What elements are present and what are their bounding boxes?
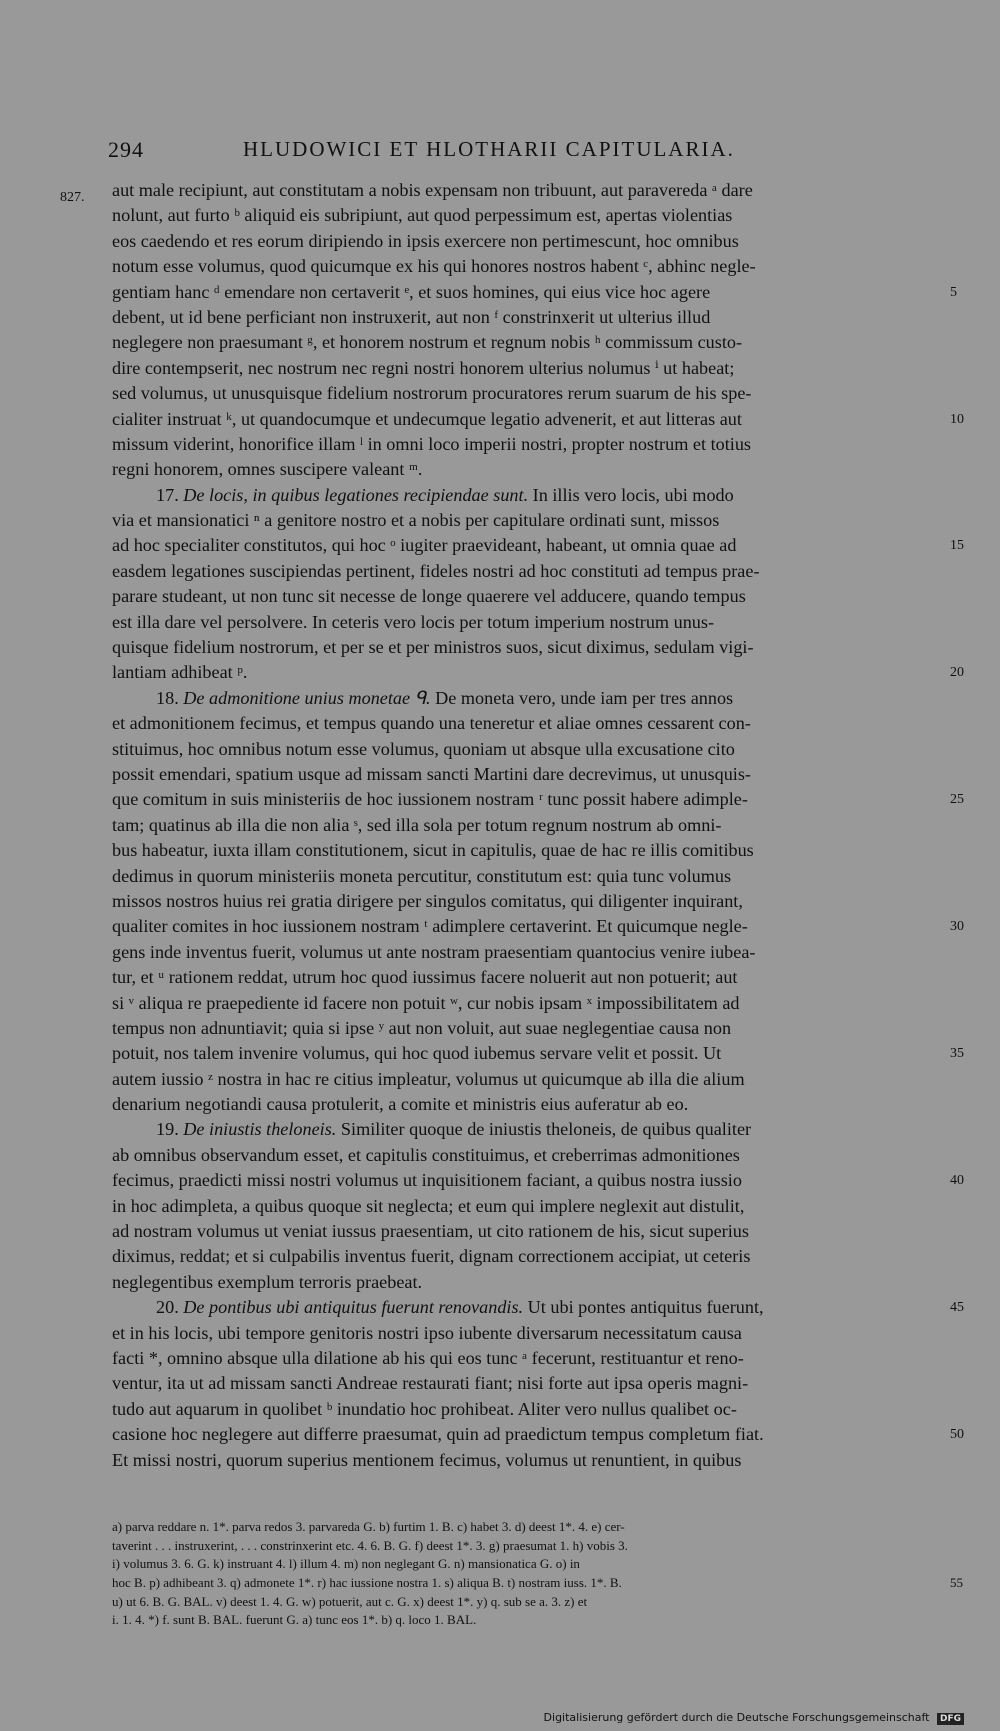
- text-line: [112, 610, 938, 635]
- line-text: debent, ut id bene perficiant non instruxerit, aut non ᶠ constrinxerit ut ulterius illud: [112, 306, 711, 327]
- line-text: gens inde inventus fuerit, volumus ut ante nostram praesentiam quantocius venire iubea-: [112, 941, 756, 962]
- line-text: tam; quatinus ab illa die non alia ˢ, sed illa sola per totum regnum nostrum ab omni-: [112, 814, 722, 835]
- line-text: diximus, reddat; et si culpabilis inventus fuerit, dignam correctionem accipiat, ut ceteris: [112, 1246, 751, 1267]
- line-text: tur, et ᵘ rationem reddat, utrum hoc quod iussimus facere noluerit aut non potuerit; aut: [112, 967, 738, 988]
- text-line: [112, 559, 938, 584]
- line-text: qualiter comites in hoc iussionem nostram ᵗ adimplere certaverint. Et quicumque negle-: [112, 916, 748, 937]
- footnote-line: [112, 1537, 938, 1556]
- line-text: neglegere non praesumant ᵍ, et honorem nostrum et regnum nobis ʰ commissum custo-: [112, 332, 743, 353]
- footnote-text: hoc B. p) adhibeant 3. q) admonete 1*. r) hac iussione nostra 1. s) aliqua B. t) nostram iuss. 1*. B.: [112, 1575, 622, 1591]
- line-text: nolunt, aut furto ᵇ aliquid eis subripiunt, aut quod perpessimum est, apertas violentias: [112, 205, 733, 226]
- footnote-line: [112, 1555, 938, 1574]
- line-text: si ᵛ aliqua re praepediente id facere non potuit ʷ, cur nobis ipsam ˣ impossibilitatem ad: [112, 992, 740, 1013]
- text-line: [112, 1168, 964, 1193]
- line-number: 20: [950, 665, 964, 681]
- line-text: autem iussio ᶻ nostra in hac re citius impleatur, volumus ut quicumque ab illa die alium: [112, 1068, 745, 1089]
- text-line: [112, 787, 964, 812]
- line-text: 18. De admonitione unius monetae ᑫ. De moneta vero, unde iam per tres annos: [156, 687, 734, 708]
- line-text: 17. De locis, in quibus legationes recipiendae sunt. In illis vero locis, ubi modo: [156, 484, 734, 505]
- text-line: [112, 1194, 938, 1219]
- footnote-line: [112, 1593, 938, 1612]
- line-text: que comitum in suis ministeriis de hoc iussionem nostram ʳ tunc possit habere adimple-: [112, 789, 748, 810]
- text-line: [112, 178, 938, 203]
- line-text: parare studeant, ut non tunc sit necesse de longe quaerere vel adducere, quando tempus: [112, 586, 746, 607]
- text-line: [112, 457, 938, 482]
- text-line: [112, 1117, 938, 1142]
- line-text: Et missi nostri, quorum superius mentionem fecimus, volumus ut renuntient, in quibus: [112, 1449, 742, 1470]
- line-text: notum esse volumus, quod quicumque ex his qui honores nostros habent ᶜ, abhinc negle-: [112, 256, 756, 277]
- line-text: missos nostros huius rei gratia dirigere per singulos comitatus, qui diligenter inquirant,: [112, 890, 743, 911]
- line-text: ab omnibus observandum esset, et capitulis constituimus, et creberrimas admonitiones: [112, 1144, 740, 1165]
- text-line: [112, 660, 964, 685]
- text-line: [112, 813, 938, 838]
- text-line: [112, 508, 938, 533]
- footnote-line: [112, 1611, 938, 1630]
- line-text: in hoc adimpleta, a quibus quoque sit neglecta; et eum qui implere neglexit aut distulit,: [112, 1195, 745, 1216]
- footnote-line: [112, 1574, 963, 1593]
- line-text: neglegentibus exemplum terroris praebeat.: [112, 1271, 423, 1292]
- line-text: ad nostram volumus ut veniat iussus praesentiam, ut cito rationem de his, sicut superius: [112, 1221, 749, 1242]
- footnote-text: i. 1. 4. *) f. sunt B. BAL. fuerunt G. a) tunc eos 1*. b) q. loco 1. BAL.: [112, 1612, 477, 1628]
- line-number: 35: [950, 1046, 964, 1062]
- footnote-text: taverint . . . instruxerint, . . . constrinxerint etc. 4. 6. B. G. f) deest 1*. 3. g) praesumat 1. h) vobis 3.: [112, 1537, 628, 1553]
- text-line: [112, 737, 938, 762]
- margin-year: 827.: [60, 190, 85, 205]
- line-text: est illa dare vel persolvere. In ceteris vero locis per totum imperium nostrum unus-: [112, 611, 715, 632]
- line-text: stituimus, hoc omnibus notum esse volumus, quoniam ut absque ulla excusatione cito: [112, 738, 735, 759]
- text-line: [112, 407, 964, 432]
- text-line: [112, 254, 938, 279]
- line-text: tempus non adnuntiavit; quia si ipse ʸ aut non voluit, aut suae neglegentiae causa non: [112, 1017, 732, 1038]
- line-number: 25: [950, 792, 964, 808]
- text-line: [112, 1448, 938, 1473]
- line-text: 19. De iniustis theloneis. Similiter quoque de iniustis theloneis, de quibus qualiter: [156, 1119, 752, 1140]
- text-line: [112, 838, 938, 863]
- line-text: bus habeatur, iuxta illam constitutionem, sicut in capitulis, quae de hac re illis comitibus: [112, 840, 754, 861]
- text-line: [112, 432, 938, 457]
- text-line: [112, 330, 938, 355]
- text-line: [112, 1244, 938, 1269]
- line-text: potuit, nos talem invenire volumus, qui hoc quod iubemus servare velit et possit. Ut: [112, 1043, 722, 1064]
- text-line: [112, 1067, 938, 1092]
- text-line: [112, 1092, 938, 1117]
- line-text: dedimus in quorum ministeriis moneta percutitur, constitutum est: quia tunc volumus: [112, 865, 732, 886]
- text-line: [112, 686, 938, 711]
- line-text: missum viderint, honorifice illam ˡ in omni loco imperii nostri, propter nostrum et totius: [112, 433, 751, 454]
- text-line: [112, 965, 938, 990]
- text-line: [112, 864, 938, 889]
- line-text: tudo aut aquarum in quolibet ᵇ inundatio hoc prohibeat. Aliter vero nullus qualibet oc-: [112, 1398, 737, 1419]
- text-line: [112, 1371, 938, 1396]
- page-header: [108, 137, 808, 167]
- line-text: possit emendari, spatium usque ad missam sancti Martini dare decrevimus, ut unusquis-: [112, 763, 751, 784]
- line-number: 5: [950, 284, 957, 300]
- digitization-credit: [544, 1711, 964, 1725]
- text-line: [112, 305, 938, 330]
- line-text: facti *, omnino absque ulla dilatione ab his qui eos tunc ᵃ fecerunt, restituantur et reno-: [112, 1347, 744, 1368]
- line-text: gentiam hanc ᵈ emendare non certaverit ᵉ, et suos homines, qui eius vice hoc agere: [112, 281, 711, 302]
- line-number: 15: [950, 538, 964, 554]
- text-line: [112, 1219, 938, 1244]
- line-text: via et mansionatici ⁿ a genitore nostro et a nobis per capitulare ordinati sunt, missos: [112, 510, 720, 531]
- text-line: [112, 889, 938, 914]
- text-line: [112, 356, 938, 381]
- line-text: et in his locis, ubi tempore genitoris nostri ipso iubente diversarum necessitatum causa: [112, 1322, 742, 1343]
- line-text: sed volumus, ut unusquisque fidelium nostrorum procuratores rerum suarum de his spe-: [112, 383, 752, 404]
- text-line: [112, 533, 964, 558]
- text-line: [112, 280, 957, 305]
- text-line: [112, 1041, 964, 1066]
- line-text: cialiter instruat ᵏ, ut quandocumque et undecumque legatio advenerit, et aut litteras aut: [112, 408, 742, 429]
- line-text: et admonitionem fecimus, et tempus quando una teneretur et aliae omnes cessarent con-: [112, 713, 751, 734]
- line-text: dire contempserit, nec nostrum nec regni nostri honorem ulterius nolumus ⁱ ut habeat;: [112, 357, 735, 378]
- line-text: regni honorem, omnes suscipere valeant ᵐ.: [112, 459, 423, 480]
- footnote-text: u) ut 6. B. G. BAL. v) deest 1. 4. G. w) potuerit, aut c. G. x) deest 1*. y) q. sub se a. 3. z) et: [112, 1593, 588, 1609]
- text-line: [112, 762, 938, 787]
- text-line: [112, 635, 938, 660]
- line-number: 55: [950, 1575, 963, 1591]
- line-text: eos caedendo et res eorum diripiendo in ipsis exercere non pertimescunt, hoc omnibus: [112, 230, 739, 251]
- line-text: fecimus, praedicti missi nostri volumus ut inquisitionem faciant, a quibus nostra iussio: [112, 1170, 742, 1191]
- text-line: [112, 203, 938, 228]
- line-number: 10: [950, 411, 964, 427]
- line-number: 50: [950, 1427, 964, 1443]
- text-line: [112, 1016, 938, 1041]
- line-number: 30: [950, 919, 964, 935]
- text-line: [112, 1422, 964, 1447]
- running-title: HLUDOWICI ET HLOTHARII CAPITULARIA.: [243, 137, 735, 161]
- line-text: aut male recipiunt, aut constitutam a nobis expensam non tribuunt, aut paravereda ᵃ dare: [112, 180, 753, 200]
- footnote-text: i) volumus 3. 6. G. k) instruant 4. l) illum 4. m) non neglegant G. n) mansionatica G. o) in: [112, 1556, 580, 1572]
- line-text: ventur, ita ut ad missam sancti Andreae restaurati fiant; nisi forte aut ipsa operis magni-: [112, 1373, 749, 1394]
- text-line: [112, 940, 938, 965]
- credit-text: Digitalisierung gefördert durch die Deutsche Forschungsgemeinschaft: [543, 1711, 930, 1724]
- text-line: [112, 1143, 938, 1168]
- line-text: lantiam adhibeat ᵖ.: [112, 662, 248, 683]
- text-line: [112, 1295, 964, 1320]
- footnote-line: [112, 1518, 938, 1537]
- line-number: 45: [950, 1300, 964, 1316]
- line-text: 20. De pontibus ubi antiquitus fuerunt renovandis. Ut ubi pontes antiquitus fuerunt,: [156, 1297, 764, 1318]
- text-line: [112, 1397, 938, 1422]
- text-line: [112, 229, 938, 254]
- text-line: [112, 991, 938, 1016]
- line-text: denarium negotiandi causa protulerit, a comite et ministris eius auferatur ab eo.: [112, 1094, 689, 1115]
- dfg-logo: DFG: [937, 1713, 964, 1725]
- text-line: [112, 914, 964, 939]
- page-number: 294: [108, 137, 144, 162]
- text-line: [112, 1321, 938, 1346]
- line-number: 40: [950, 1173, 964, 1189]
- text-line: [112, 711, 938, 736]
- line-text: casione hoc neglegere aut differre praesumat, quin ad praedictum tempus completum fiat.: [112, 1424, 764, 1445]
- main-text: [112, 178, 964, 1473]
- line-text: ad hoc specialiter constitutos, qui hoc ᵒ iugiter praevideant, habeant, ut omnia quae ad: [112, 535, 737, 556]
- line-text: quisque fidelium nostrorum, et per se et per ministros suos, sicut diximus, sedulam vigi-: [112, 637, 754, 658]
- footnotes: [112, 1518, 963, 1630]
- footnote-text: a) parva reddare n. 1*. parva redos 3. parvareda G. b) furtim 1. B. c) habet 3. d) deest 1*. 4. e) cer-: [112, 1519, 625, 1534]
- text-line: [112, 1346, 938, 1371]
- text-line: [112, 483, 938, 508]
- text-line: [112, 584, 938, 609]
- text-line: [112, 381, 938, 406]
- line-text: easdem legationes suscipiendas pertinent, fideles nostri ad hoc constituti ad tempus prae-: [112, 560, 760, 581]
- text-line: [112, 1270, 938, 1295]
